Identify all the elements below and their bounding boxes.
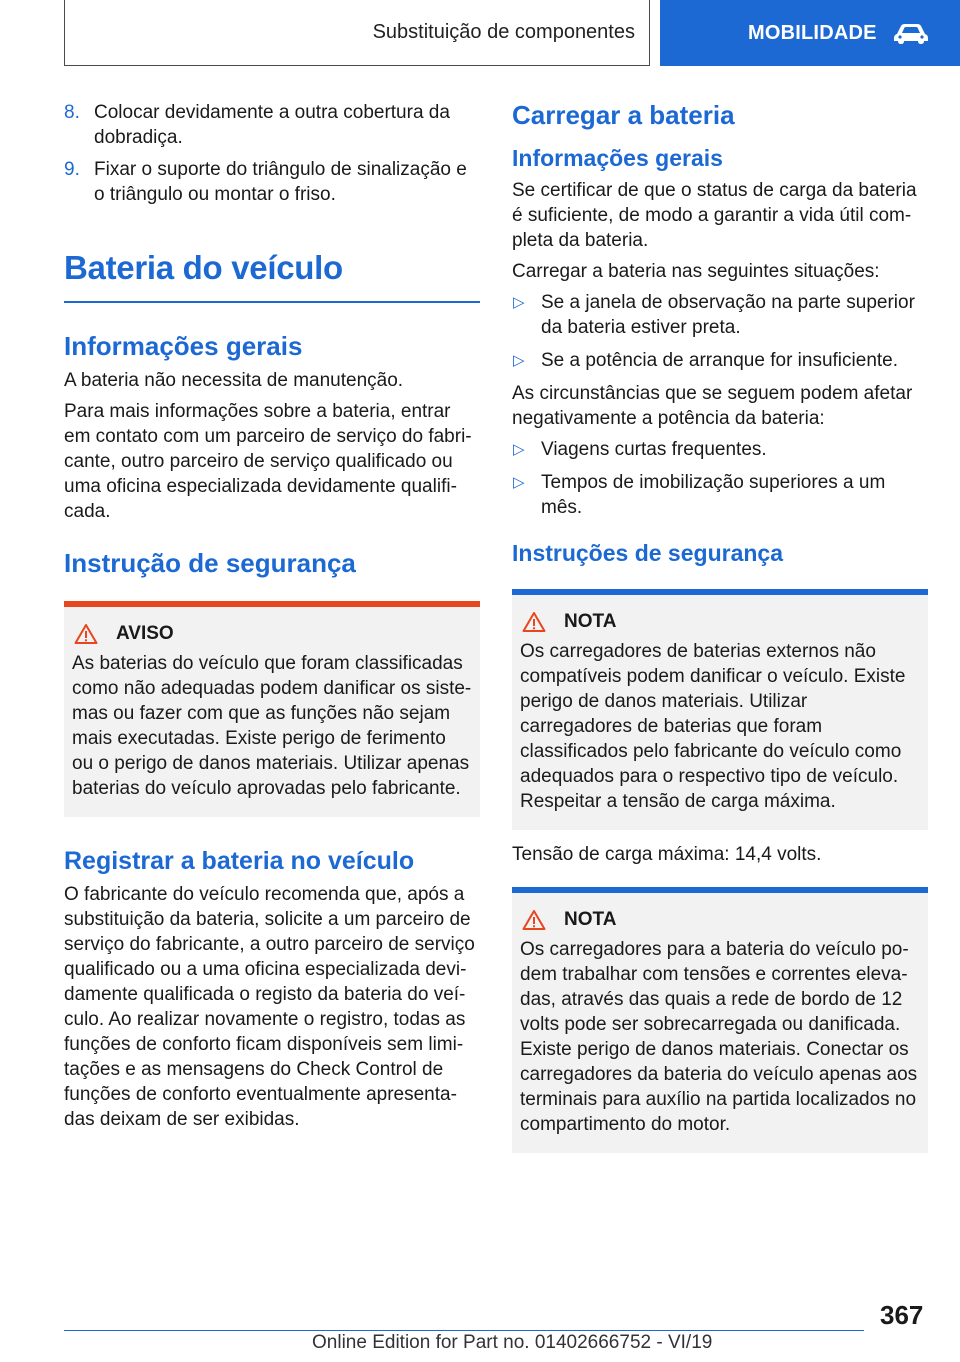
note-text: Os carregadores para a bateria do veículo podem trabalhar com tensões e correntes elevadas, através das quais a rede de bordo de 12 volts pode ser sobrecarregada ou danificada. Existe perigo de danos materiais. Conectar os carregadores da bateria do veículo apenas aos terminais para auxílio na partida localizados no compartimento do motor. (520, 939, 918, 1135)
car-icon (891, 21, 931, 45)
warning-text: As baterias do veículo que foram classificadas como não adequadas podem danificar os sistemas ou fazer com que as funções não sejam mais executadas. Existe perigo de ferimento ou o perigo de danos materiais. Utilizar apenas baterias do veículo aprovadas pelo fabricante. (72, 653, 472, 799)
warning-title (72, 623, 472, 645)
left-column (64, 100, 480, 1138)
step-number: 8. (64, 102, 80, 123)
header-section-box (64, 0, 650, 66)
heading-safety: Instrução de segurança (64, 548, 356, 578)
section-title-battery: Bateria do veículo (64, 249, 343, 286)
header-chapter-label: MOBILIDADE (748, 21, 877, 44)
warning-triangle-icon (522, 909, 546, 931)
note-text: Os carregadores de baterias externos não compatíveis podem danificar o veículo. Existe perigo de danos materiais. Utilizar carregadores de baterias que foram classificados pelo fabricante do veículo como adequados para o respectivo tipo de veículo. Respeitar a tensão de carga máxima. (520, 641, 906, 812)
warning-triangle-icon (522, 611, 546, 633)
note-title (520, 611, 920, 633)
list-item (512, 290, 928, 340)
list-item (512, 470, 928, 520)
note-box (512, 589, 928, 830)
note-label: NOTA (564, 909, 617, 930)
note-label: NOTA (564, 611, 617, 632)
paragraph: As circunstâncias que se seguem podem afetar negativamente a potência da bateria: (512, 383, 913, 429)
list-item (512, 348, 928, 373)
paragraph: Se certificar de que o status de carga da bateria é suficiente, de modo a garantir a vida útil completa da bateria. (512, 180, 917, 251)
note-box (512, 887, 928, 1153)
list-item-text: Viagens curtas frequentes. (541, 439, 767, 460)
heading-register-battery: Registrar a bateria no veículo (64, 847, 415, 875)
voltage-line: Tensão de carga máxima: 14,4 volts. (512, 844, 822, 865)
paragraph: Carregar a bateria nas seguintes situações: (512, 261, 880, 282)
note-title (520, 909, 920, 931)
title-divider (64, 301, 480, 303)
footer-edition: Online Edition for Part no. 01402666752 - VI/19 (312, 1332, 713, 1353)
list-item-text: Tempos de imobilização superiores a um mês. (541, 472, 886, 518)
bullet-triangle-icon: ▷ (513, 441, 525, 458)
warning-box (64, 601, 480, 817)
right-column (512, 100, 928, 1153)
heading-general-info: Informações gerais (512, 145, 723, 171)
page-number: 367 (880, 1300, 924, 1330)
step-text: Fixar o suporte do triângulo de sinalização e o triângulo ou montar o friso. (94, 159, 467, 205)
header-chapter-tab (660, 0, 960, 66)
step-item (64, 100, 480, 150)
step-number: 9. (64, 159, 80, 180)
bullet-triangle-icon: ▷ (513, 474, 525, 491)
bullet-triangle-icon: ▷ (513, 294, 525, 311)
heading-charge-battery: Carregar a bateria (512, 100, 735, 130)
paragraph: Para mais informações sobre a bateria, entrar em contato com um parceiro de serviço do fabricante, outro parceiro de serviço qualificado ou uma oficina especializada devidamente qualificada. (64, 401, 472, 522)
paragraph: A bateria não necessita de manutenção. (64, 370, 404, 391)
step-text: Colocar devidamente a outra cobertura da dobradiça. (94, 102, 450, 148)
heading-general-info: Informações gerais (64, 331, 303, 361)
list-item (512, 437, 928, 462)
bullet-triangle-icon: ▷ (513, 352, 525, 369)
warning-triangle-icon (74, 623, 98, 645)
footer-divider (64, 1330, 864, 1331)
list-item-text: Se a janela de observação na parte superior da bateria estiver preta. (541, 292, 915, 338)
step-item (64, 157, 480, 207)
list-item-text: Se a potência de arranque for insuficiente. (541, 350, 899, 371)
paragraph: O fabricante do veículo recomenda que, após a substituição da bateria, solicite a um parceiro de serviço do fabricante, a outro parceiro de serviço qualificado ou a uma oficina especializada devidamente qualificada o registo da bateria do veículo. Ao realizar novamente o registro, todas as funções de conforto ficam disponíveis sem limitações e as mensagens do Check Control de funções de conforto eventualmente apresentadas deixam de ser exibidas. (64, 884, 475, 1130)
warning-label: AVISO (116, 623, 174, 644)
heading-safety: Instruções de segurança (512, 540, 783, 566)
header-section-title: Substituição de componentes (372, 21, 635, 43)
